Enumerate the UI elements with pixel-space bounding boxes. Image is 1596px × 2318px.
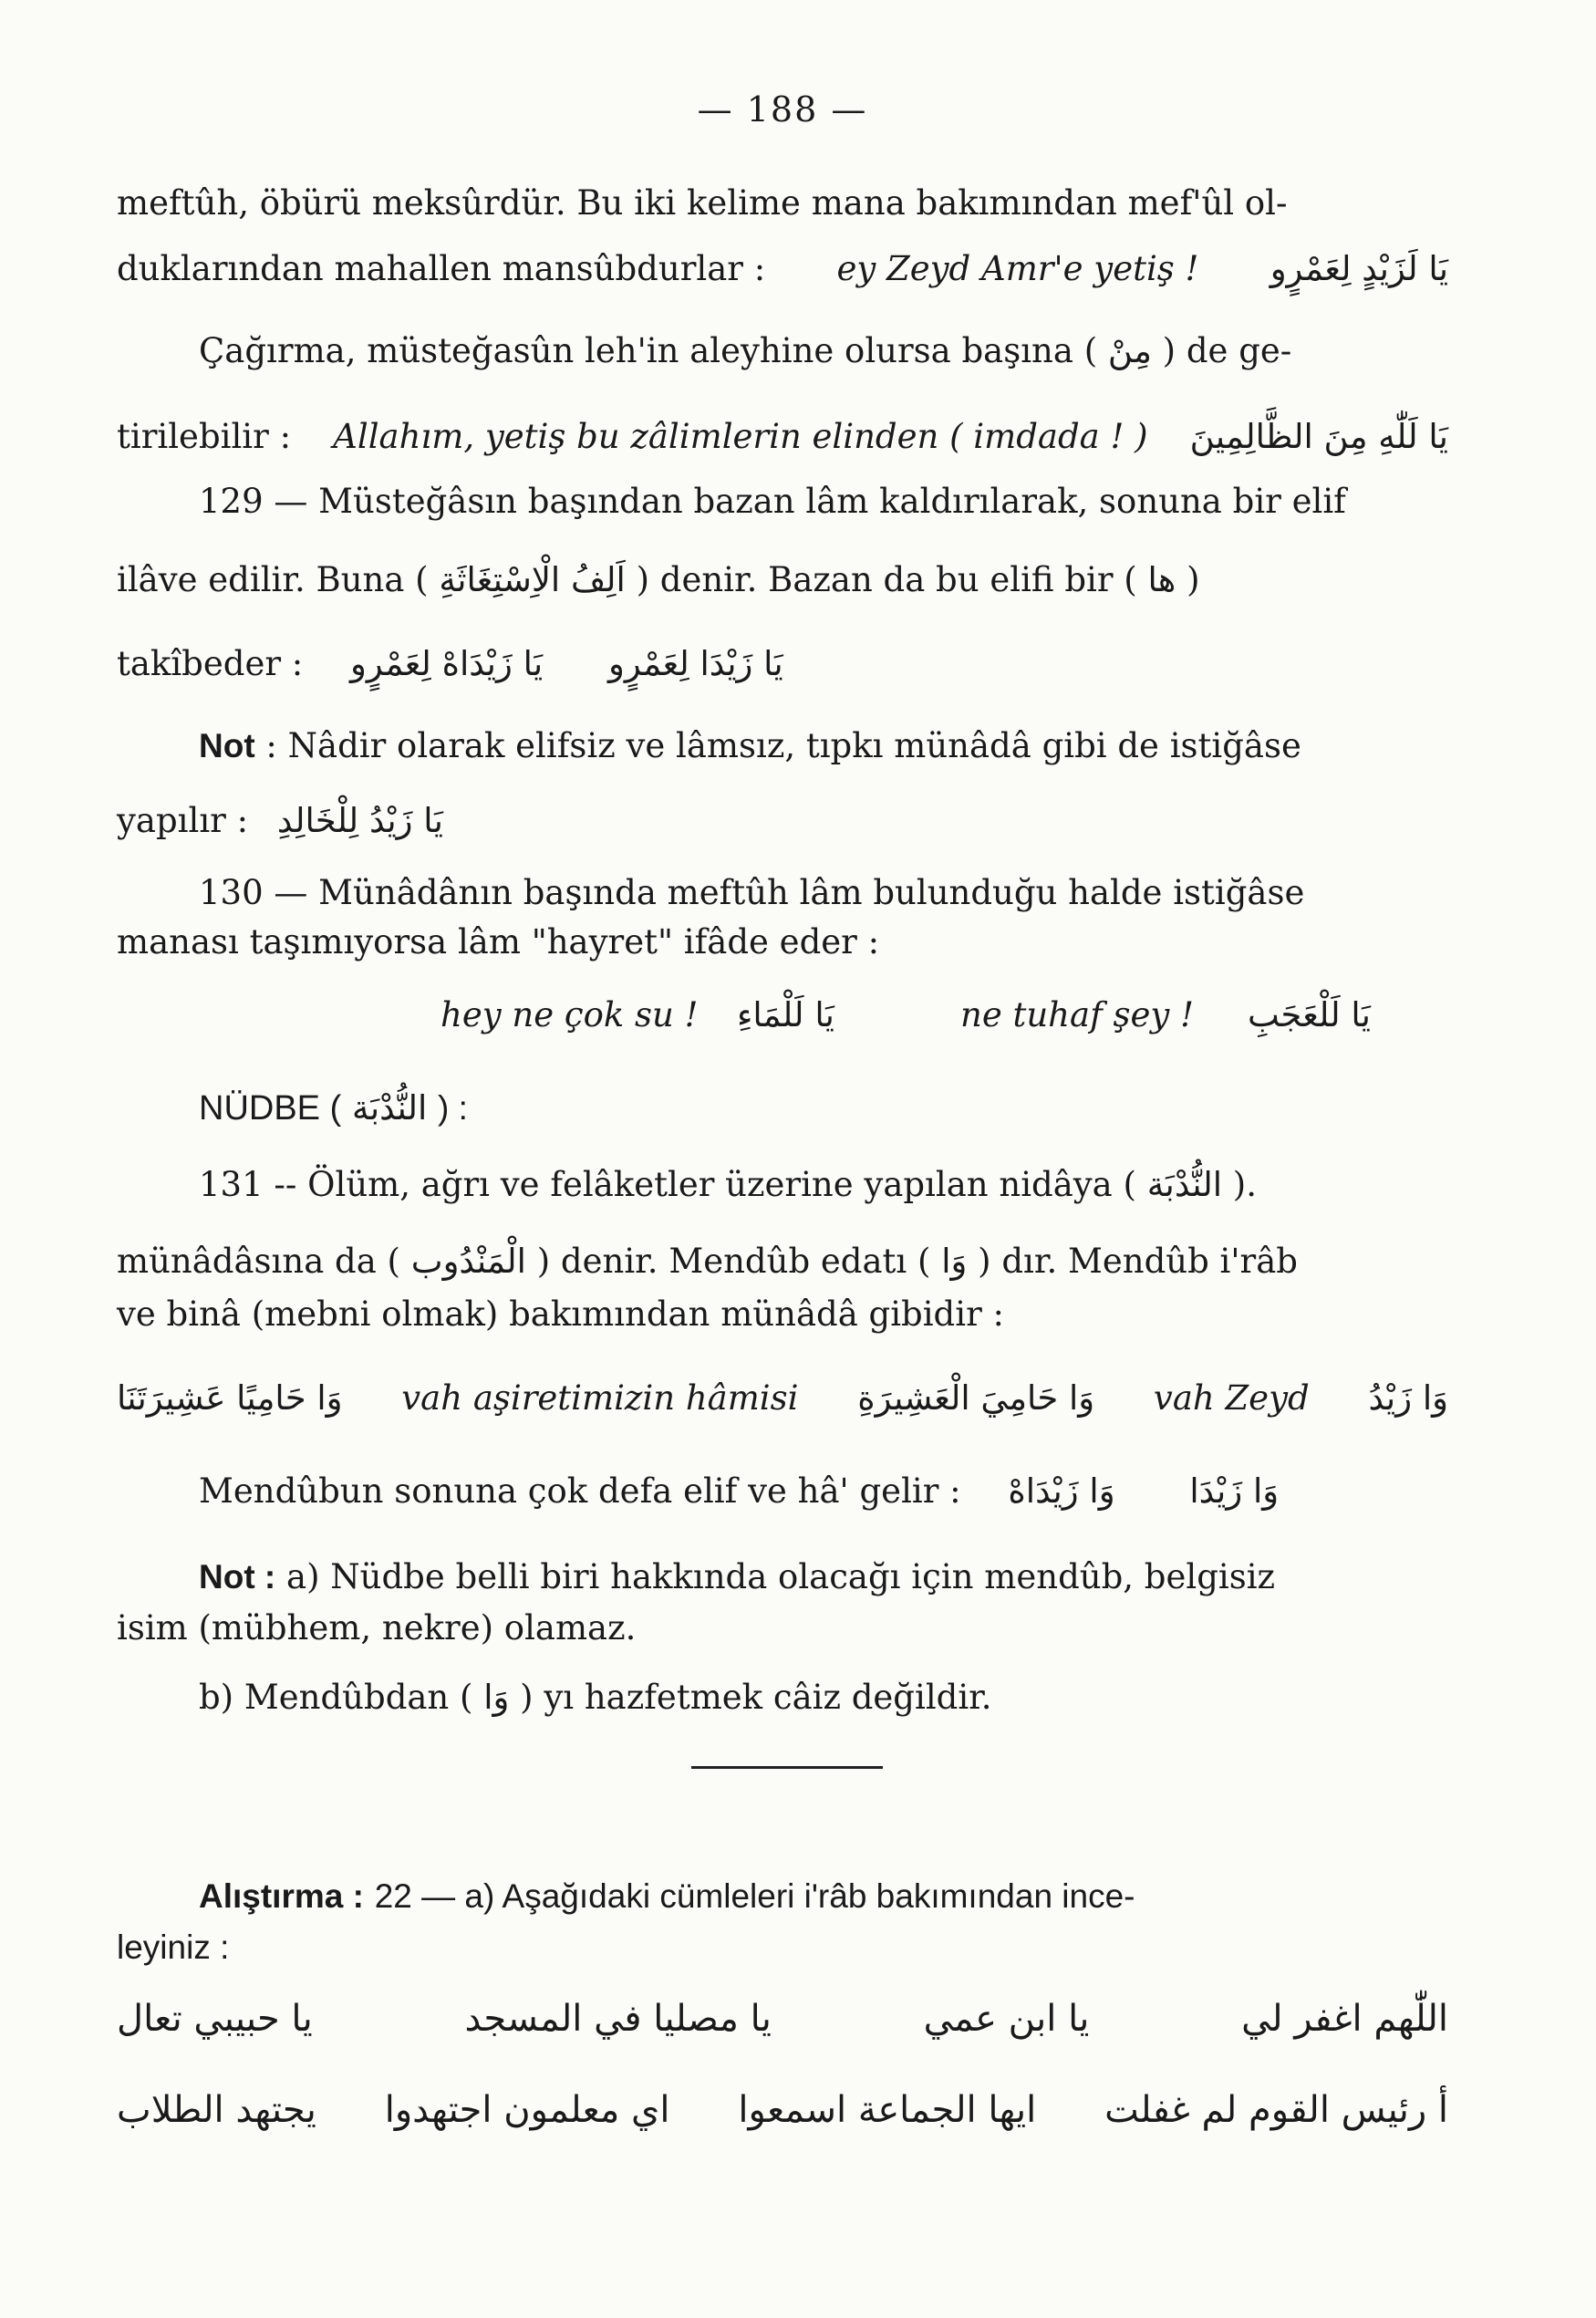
text-fragment: ) de ge- (1162, 331, 1292, 370)
arabic-example: يَا زَيْدَا لِعَمْرٍو (607, 644, 783, 683)
arabic-term: وَا (483, 1678, 510, 1717)
arabic-term: اَلِفُ الْاِسْتِغَاثَةِ (439, 560, 626, 599)
text-fragment: a) Nüdbe belli biri hakkında olacağı için mendûb, belgisiz (286, 1557, 1276, 1596)
arabic-example: يَا لَلْعَجَبِ (1248, 995, 1371, 1034)
text-fragment: ) (1187, 560, 1200, 599)
arabic-sentence: يجتهد الطلاب (117, 2089, 316, 2131)
section-divider (691, 1766, 883, 1769)
text-fragment: 22 — a) Aşağıdaki cümleleri i'râb bakımından ince- (374, 1877, 1135, 1915)
text-line: 130 — Münâdânın başında meftûh lâm bulunduğu halde istiğâse (199, 873, 1305, 912)
italic-translation: vah Zeyd (1153, 1378, 1310, 1418)
exercise-label: Alıştırma : (199, 1877, 364, 1915)
text-line (199, 1164, 1448, 1206)
text-fragment: : Nâdir olarak elifsiz ve lâmsız, tıpkı münâdâ gibi de istiğâse (265, 726, 1301, 765)
arabic-term: وَا (941, 1242, 968, 1281)
arabic-example: وَا زَيْدَاهْ (1008, 1471, 1115, 1511)
text-fragment: ) dır. Mendûb i'râb (978, 1242, 1298, 1281)
arabic-example: وَا حَامِيَ الْعَشِيرَةِ (857, 1378, 1095, 1418)
text-line (117, 800, 1448, 842)
text-line (117, 559, 1448, 601)
note-label: Not (199, 727, 255, 764)
text-fragment: b) Mendûbdan ( (199, 1678, 473, 1717)
arabic-sentence: اي معلمون اجتهدوا (384, 2089, 670, 2131)
italic-translation: hey ne çok su ! (440, 995, 699, 1034)
text-line (199, 1876, 1448, 1918)
text-line: isim (mübhem, nekre) olamaz. (117, 1608, 637, 1648)
arabic-example: وَا حَامِيًا عَشِيرَتَنَا (117, 1378, 343, 1418)
text-fragment: münâdâsına da ( (117, 1242, 400, 1281)
italic-translation: ne tuhaf şey ! (960, 995, 1194, 1034)
arabic-term: الْمَنْدُوب (410, 1242, 526, 1281)
text-fragment: Mendûbun sonuna çok defa elif ve hâ' gelir : (199, 1471, 961, 1511)
text-fragment: tirilebilir : (117, 417, 292, 456)
arabic-term: مِنْ (1107, 331, 1152, 370)
arabic-example: يَا لَلّٰهِ مِنَ الظَّالِمِينَ (1189, 417, 1448, 456)
arabic-example: يَا زَيْدُ لِلْخَالِدِ (276, 801, 443, 840)
arabic-term: النُّدْبَة (352, 1088, 428, 1128)
text-fragment: duklarından mahallen mansûbdurlar : (117, 249, 766, 288)
text-line: ve binâ (mebni olmak) bakımından münâdâ gibidir : (117, 1294, 1004, 1334)
text-fragment: ). (1232, 1165, 1257, 1204)
arabic-term: ها (1147, 560, 1176, 599)
text-line: meftûh, öbürü meksûrdür. Bu iki kelime mana bakımından mef'ûl ol- (117, 183, 1288, 223)
heading-text: ) : (438, 1089, 468, 1127)
text-line (117, 643, 1448, 685)
text-fragment: Çağırma, müsteğasûn leh'in aleyhine olursa başına ( (199, 331, 1098, 370)
arabic-example: وَا زَيْدُ (1368, 1378, 1448, 1418)
text-line: manası taşımıyorsa lâm "hayret" ifâde eder : (117, 922, 880, 962)
text-line (199, 1556, 1448, 1598)
text-fragment: takîbeder : (117, 644, 304, 683)
italic-translation: ey Zeyd Amr'e yetiş ! (836, 249, 1199, 288)
text-fragment: ) denir. Bazan da bu elifi bir ( (636, 560, 1137, 599)
arabic-sentence: يا مصليا في المسجد (464, 1998, 772, 2040)
example-line (117, 1377, 1448, 1419)
arabic-sentence: يا ابن عمي (923, 1998, 1090, 2040)
text-line (199, 330, 1448, 372)
text-fragment: ilâve edilir. Buna ( (117, 560, 429, 599)
heading-text: NÜDBE ( (199, 1089, 342, 1128)
text-line: leyiniz : (117, 1928, 230, 1966)
page-number: — 188 — (697, 89, 868, 130)
text-line: 129 — Müsteğâsın başından bazan lâm kaldırılarak, sonuna bir elif (199, 482, 1346, 521)
arabic-example: يَا لَلْمَاءِ (737, 995, 834, 1034)
text-line (117, 1241, 1448, 1283)
exercise-row (117, 1998, 1448, 2053)
text-fragment: 131 -- Ölüm, ağrı ve felâketler üzerine yapılan nidâya ( (199, 1165, 1136, 1204)
arabic-term: النُّدْبَة (1146, 1165, 1222, 1204)
arabic-sentence: يا حبيبي تعال (117, 1998, 313, 2040)
arabic-sentence: اللّٰهم اغفر لي (1241, 1998, 1448, 2040)
text-line (117, 416, 1448, 458)
exercise-row (117, 2089, 1448, 2144)
document-page (117, 0, 1448, 2318)
italic-translation: Allahım, yetiş bu zâlimlerin elinden ( imdada ! ) (333, 417, 1148, 456)
text-line (199, 1471, 1448, 1512)
section-heading (199, 1087, 1448, 1129)
text-line (199, 725, 1448, 767)
arabic-example: وَا زَيْدَا (1189, 1471, 1280, 1511)
note-label: Not : (199, 1558, 276, 1596)
italic-translation: vah aşiretimizin hâmisi (401, 1378, 799, 1418)
text-line (117, 248, 1448, 290)
text-fragment: yapılır : (117, 801, 249, 840)
arabic-sentence: ايها الجماعة اسمعوا (738, 2089, 1037, 2131)
text-line (199, 1677, 1448, 1719)
text-fragment: ) yı hazfetmek câiz değildir. (520, 1678, 992, 1717)
arabic-sentence: أ رئيس القوم لم غفلت (1104, 2089, 1448, 2131)
arabic-example: يَا زَيْدَاهْ لِعَمْرٍو (350, 644, 544, 683)
text-fragment: ) denir. Mendûb edatı ( (536, 1242, 931, 1281)
arabic-example: يَا لَزَيْدٍ لِعَمْرٍو (1270, 249, 1448, 288)
